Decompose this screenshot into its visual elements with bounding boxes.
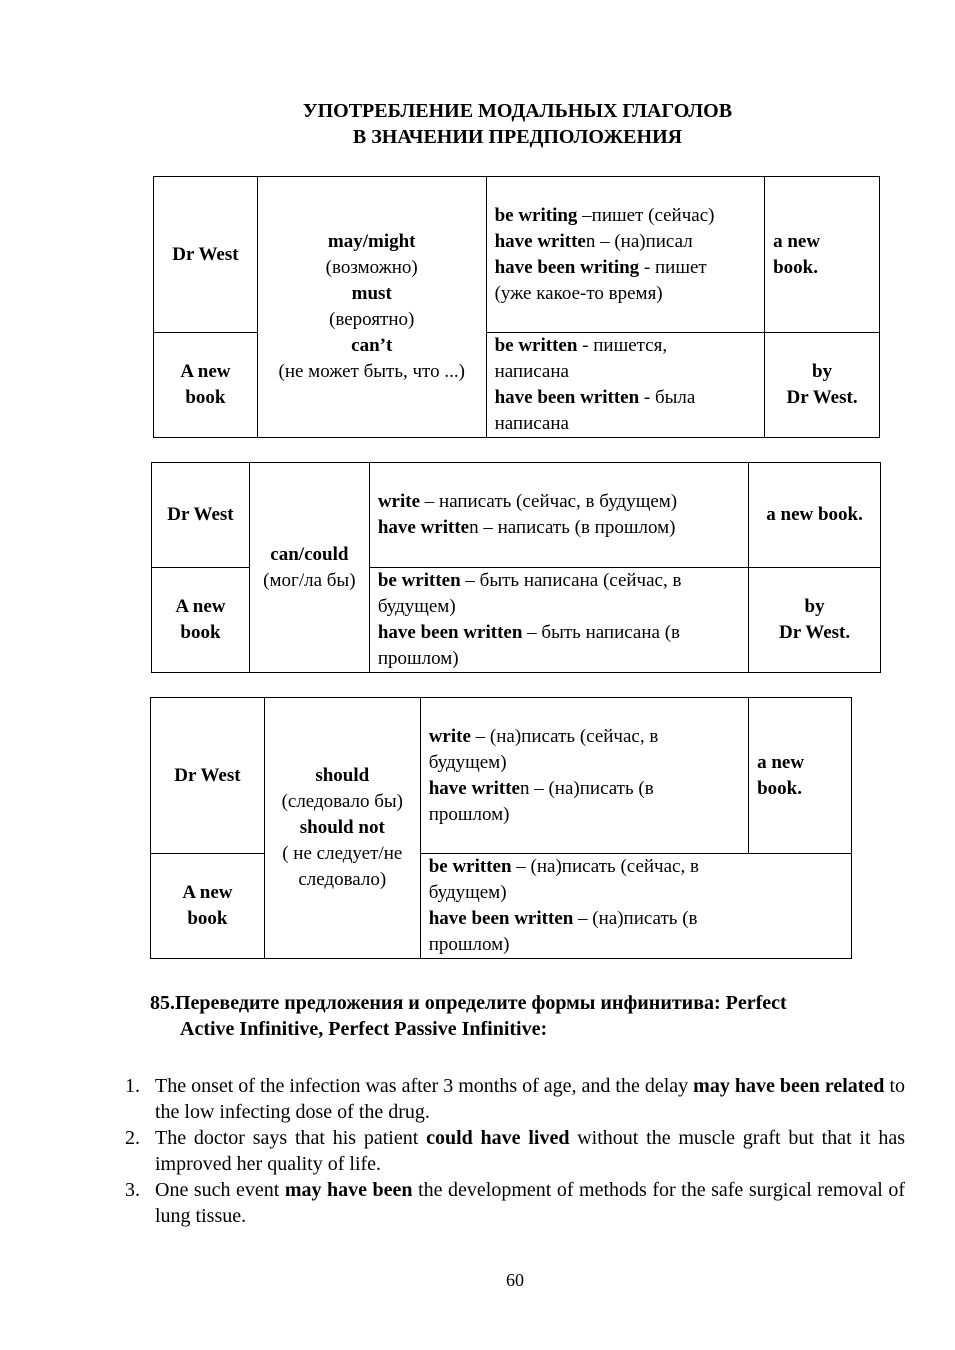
infinitive-form-line	[495, 203, 757, 229]
infinitive-form-translation: – быть написана (в	[522, 622, 681, 643]
subject-passive-line-2: book	[187, 908, 228, 929]
infinitive-form-translation: будущем)	[428, 882, 507, 903]
infinitive-form-line	[429, 906, 843, 932]
infinitive-form-line	[495, 255, 757, 281]
subject-passive-line-1: A new	[175, 596, 226, 617]
sentence-text: The doctor says that his patient	[155, 1127, 427, 1149]
modal-verb: should not	[299, 817, 385, 838]
active-infinitive-forms	[420, 698, 748, 854]
modal-verb: may/might	[327, 231, 416, 252]
subject-passive-line-2: book	[185, 387, 226, 408]
modal-verbs-cell	[264, 698, 420, 959]
modal-gloss: (возможно)	[325, 257, 418, 278]
infinitive-form-translation: будущем)	[428, 751, 507, 773]
infinitive-form-line	[378, 620, 740, 646]
infinitive-form-line	[378, 568, 740, 594]
infinitive-form-line	[378, 489, 740, 515]
subject-active: Dr West	[154, 177, 258, 333]
modal-verb: can/could	[270, 543, 349, 565]
infinitive-form-translation: n – написать (в прошлом)	[469, 517, 676, 538]
page-title	[0, 98, 955, 150]
sentence-item	[125, 1125, 905, 1177]
infinitive-form-term: be writing	[494, 204, 578, 226]
agent-line-2: Dr West.	[786, 387, 858, 408]
modal-verbs-list	[273, 763, 412, 893]
object-cell: a new book.	[749, 463, 881, 568]
infinitive-form-term: be written	[428, 856, 512, 877]
agent-line-2: Dr West.	[779, 622, 851, 643]
infinitive-form-translation: прошлом)	[428, 803, 510, 825]
infinitive-form-line	[429, 854, 843, 880]
infinitive-form-translation: будущем)	[377, 596, 456, 617]
modals-table-3	[150, 697, 852, 959]
infinitive-form-term: have been writing	[494, 256, 640, 278]
modal-verb: must	[351, 283, 392, 304]
infinitive-form-line	[495, 333, 757, 359]
infinitive-form-term: write	[377, 491, 421, 512]
infinitive-form-term: have been written	[494, 387, 640, 408]
modal-verb: should	[315, 765, 370, 786]
modal-phrase: could have lived	[426, 1127, 570, 1149]
object-line-1: a new	[757, 751, 805, 773]
infinitive-form-translation: (уже какое-то время)	[494, 282, 663, 304]
infinitive-form-translation: – быть написана (сейчас, в	[460, 570, 682, 591]
infinitive-form-term: have writte	[377, 517, 470, 538]
infinitive-form-translation: – (на)писать (в	[573, 908, 698, 929]
infinitive-form-translation: прошлом)	[377, 648, 459, 669]
modal-phrase: may have been	[284, 1179, 413, 1201]
infinitive-form-translation: – (на)писать (сейчас, в	[470, 725, 659, 747]
subject-passive	[154, 333, 258, 438]
agent-cell	[765, 333, 880, 438]
infinitive-form-term: have writte	[428, 777, 520, 799]
subject-active: Dr West	[152, 463, 250, 568]
infinitive-form-line	[429, 802, 740, 828]
modal-phrase: may have been related	[693, 1075, 885, 1097]
exercise-title-line-2: Active Infinitive, Perfect Passive Infinitive:	[180, 1018, 548, 1040]
modal-gloss: (следовало бы)	[281, 791, 403, 812]
infinitive-form-line	[429, 932, 843, 958]
sentence-item	[125, 1177, 905, 1229]
modals-table-2	[151, 462, 881, 673]
infinitive-form-line	[378, 515, 740, 541]
infinitive-form-line	[495, 385, 757, 411]
infinitive-form-line	[495, 411, 757, 437]
passive-infinitive-forms	[486, 333, 765, 438]
infinitive-form-line	[429, 750, 740, 776]
sentence-number: 1.	[125, 1075, 140, 1097]
modal-gloss: (не может быть, что ...)	[278, 361, 465, 382]
sentence-text: without the muscle graft but that it has improved her quality of life.	[155, 1127, 905, 1175]
infinitive-form-term: be written	[377, 570, 461, 591]
page-number: 60	[506, 1270, 524, 1290]
exercise-number: 85.	[150, 992, 175, 1014]
infinitive-form-term: have been written	[377, 622, 523, 643]
infinitive-form-translation: – (на)писать (сейчас, в	[511, 856, 699, 877]
sentence-text: to the low infecting dose of the drug.	[155, 1075, 905, 1123]
exercise-title-line-1: Переведите предложения и определите формы инфинитива: Perfect	[175, 992, 787, 1014]
title-line-2: В ЗНАЧЕНИИ ПРЕДПОЛОЖЕНИЯ	[352, 126, 683, 148]
sentence-item	[125, 1073, 905, 1125]
infinitive-form-translation: прошлом)	[428, 934, 510, 955]
active-infinitive-forms	[369, 463, 748, 568]
title-line-1: УПОТРЕБЛЕНИЕ МОДАЛЬНЫХ ГЛАГОЛОВ	[302, 100, 733, 122]
object-line-1: a new	[773, 230, 821, 252]
object-line-2: book.	[773, 256, 818, 278]
modal-gloss: ( не следует/не	[282, 843, 403, 864]
subject-passive-line-2: book	[180, 622, 221, 643]
infinitive-form-translation: – написать (сейчас, в будущем)	[420, 491, 678, 512]
sentence-text: the development of methods for the safe surgical removal of lung tissue.	[155, 1179, 905, 1227]
subject-passive	[152, 568, 250, 673]
infinitive-form-term: be written	[494, 335, 578, 356]
modal-verbs-cell	[257, 177, 486, 438]
infinitive-form-translation: написана	[494, 413, 569, 434]
infinitive-form-translation: - пишет	[639, 256, 707, 278]
infinitive-form-line	[378, 594, 740, 620]
sentence-text: One such event	[155, 1179, 285, 1201]
infinitive-form-translation: –пишет (сейчас)	[577, 204, 715, 226]
infinitive-form-translation: написана	[494, 361, 569, 382]
sentence-number: 2.	[125, 1127, 140, 1149]
infinitive-form-line	[495, 229, 757, 255]
infinitive-form-line	[429, 880, 843, 906]
sentence-list	[125, 1073, 905, 1229]
modal-gloss: следовало)	[298, 869, 387, 890]
modal-gloss: (мог/ла бы)	[263, 569, 356, 591]
object-cell	[749, 698, 852, 854]
subject-passive-line-1: A new	[180, 361, 231, 382]
infinitive-form-line	[378, 646, 740, 672]
agent-line-1: by	[804, 596, 825, 617]
subject-passive	[151, 854, 265, 959]
infinitive-form-term: have writte	[494, 230, 586, 252]
infinitive-form-translation: n – (на)писал	[585, 230, 693, 252]
agent-line-1: by	[812, 361, 833, 382]
infinitive-form-term: have been written	[428, 908, 574, 929]
passive-infinitive-forms	[369, 568, 748, 673]
sentence-number: 3.	[125, 1179, 140, 1201]
modal-gloss: (вероятно)	[329, 309, 415, 330]
infinitive-form-line	[429, 776, 740, 802]
modal-verbs-list	[266, 229, 478, 385]
object-line-2: book.	[757, 777, 802, 799]
sentence-text: The onset of the infection was after 3 months of age, and the delay	[155, 1075, 694, 1097]
infinitive-form-line	[495, 281, 757, 307]
infinitive-form-translation: - была	[639, 387, 696, 408]
modal-verb: can’t	[351, 335, 393, 356]
infinitive-form-line	[429, 724, 740, 750]
infinitive-form-translation: - пишется,	[577, 335, 668, 356]
exercise-heading	[150, 990, 905, 1042]
agent-cell	[749, 568, 881, 673]
subject-active: Dr West	[151, 698, 265, 854]
object-cell	[765, 177, 880, 333]
active-infinitive-forms	[486, 177, 765, 333]
infinitive-form-term: write	[428, 725, 471, 747]
infinitive-form-line	[495, 359, 757, 385]
modal-verbs-cell	[249, 463, 369, 673]
subject-passive-line-1: A new	[182, 882, 233, 903]
infinitive-form-translation: n – (на)писать (в	[519, 777, 654, 799]
passive-infinitive-forms	[420, 854, 851, 959]
modals-table-1	[153, 176, 880, 438]
